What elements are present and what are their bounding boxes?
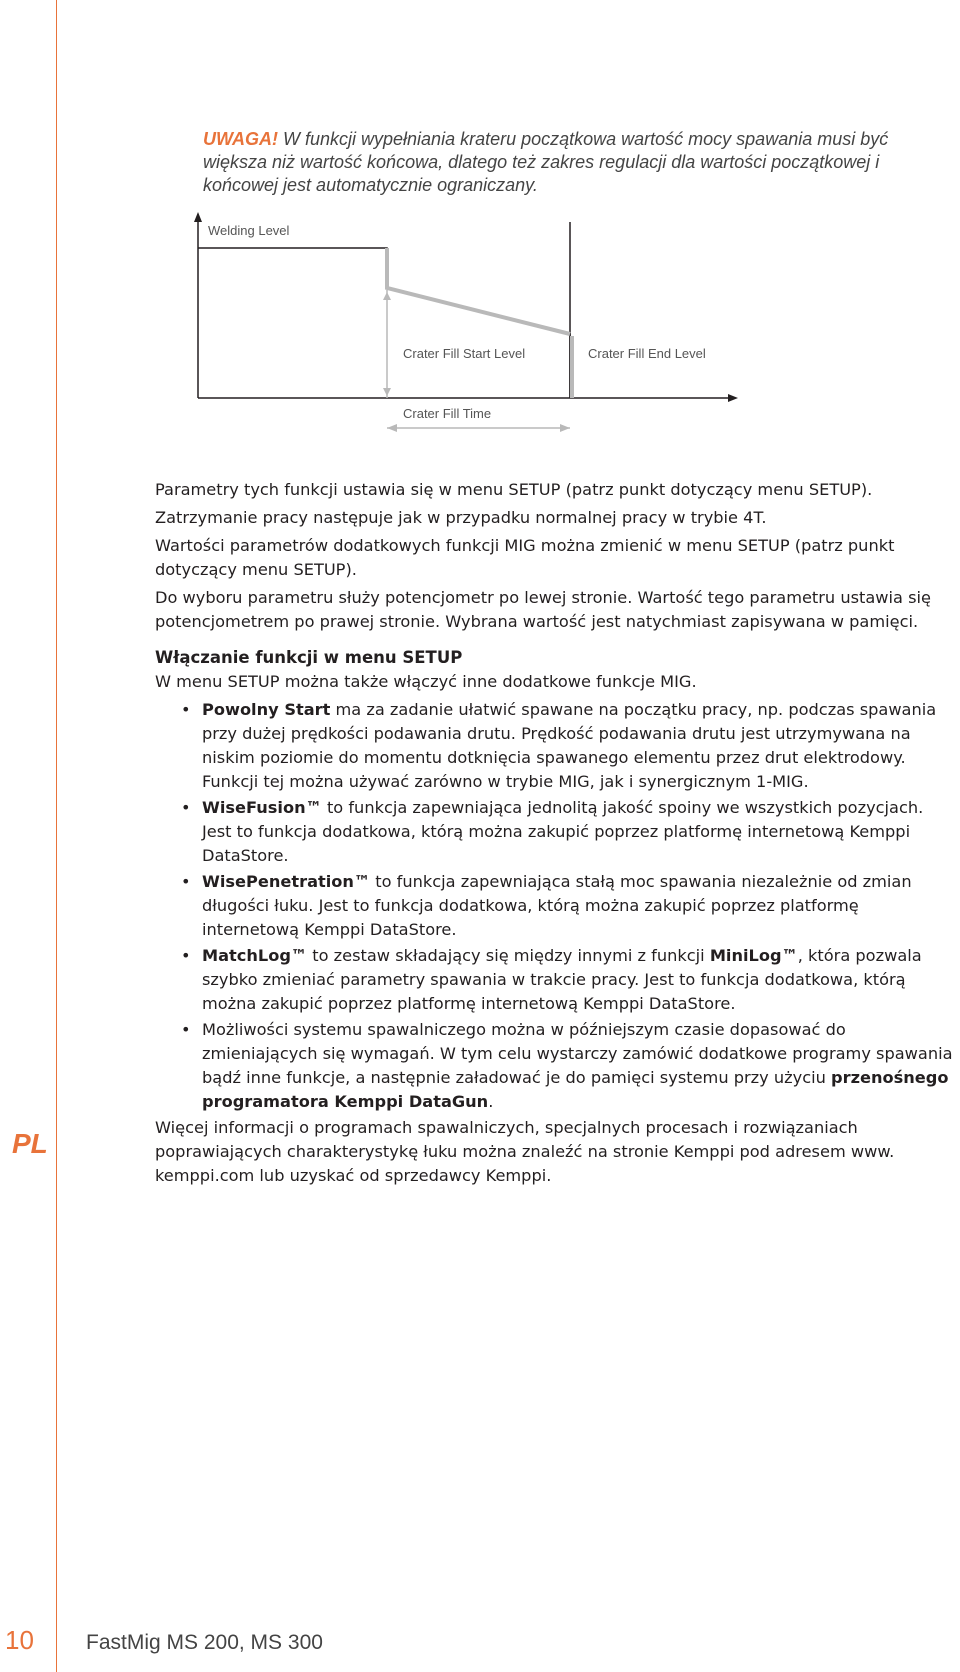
welding-waveform bbox=[198, 248, 570, 398]
language-tag: PL bbox=[12, 1128, 48, 1159]
paragraph-potentiometer: Do wyboru parametru służy potencjometr po lewej stronie. Wartość tego parametru ustawia się potencjometrem po prawej stronie. Wybrana wartość jest natychmiast zapisywana w pamięci. bbox=[155, 588, 931, 631]
warning-note bbox=[203, 128, 903, 197]
section-intro: W menu SETUP można także włączyć inne dodatkowe funkcje MIG. bbox=[155, 672, 697, 691]
list-item: • Powolny Start ma za zadanie ułatwić spawane na początku pracy, np. podczas spawania przy dużej prędkości podawania drutu. Prędkość podawania drutu jest utrzymywana na niskim poziomie do momentu dotknięcia spawanego elementu przez drut elektrodowy. Funkcji tej można używać zarówno w trybie MIG, jak i synergicznym 1-MIG. bbox=[155, 698, 955, 794]
feature-name: WisePenetration™ bbox=[202, 872, 371, 891]
list-item: • MatchLog™ to zestaw składający się między innymi z funkcji MiniLog™, która pozwala szybko zmieniać parametry spawania w trakcie pracy. Jest to funkcja dodatkowa, którą można zakupić poprzez platformę internetową Kemppi DataStore. bbox=[155, 944, 955, 1016]
fill-time-arrow-right bbox=[560, 424, 570, 432]
crater-fill-start-label: Crater Fill Start Level bbox=[403, 346, 526, 361]
section-heading: Włączanie funkcji w menu SETUP bbox=[155, 648, 463, 667]
list-item: • WiseFusion™ to funkcja zapewniająca jednolitą jakość spoiny we wszystkich pozycjach. Jest to funkcja dodatkowa, którą można zakupić poprzez platformę internetową Kemppi DataStore. bbox=[155, 796, 955, 868]
product-name: przenośnego programatora Kemppi DataGun bbox=[202, 1068, 949, 1111]
welding-level-label: Welding Level bbox=[208, 223, 290, 238]
crater-fill-end-label: Crater Fill End Level bbox=[588, 346, 706, 361]
paragraph-setup: Parametry tych funkcji ustawia się w menu SETUP (patrz punkt dotyczący menu SETUP). bbox=[155, 480, 873, 499]
closing-paragraph: Więcej informacji o programach spawalniczych, specjalnych procesach i rozwiązaniach poprawiających charakterystykę łuku można znaleźć na stronie Kemppi pod adresem www. kemppi.com lub uzyskać od sprzedawcy Kemppi. bbox=[155, 1118, 895, 1185]
paragraph-stop: Zatrzymanie pracy następuje jak w przypadku normalnej pracy w trybie 4T. bbox=[155, 508, 767, 527]
body-text bbox=[155, 478, 955, 1192]
list-item: • Możliwości systemu spawalniczego można w późniejszym czasie dopasować do zmieniających się wymagań. W tym celu wystarczy zamówić dodatkowe programy spawania bądź inne funkcje, a następnie załadować je do pamięci systemu przy użyciu przenośnego programatora Kemppi DataGun. bbox=[155, 1018, 955, 1114]
page-number: 10 bbox=[5, 1625, 34, 1655]
list-item: • WisePenetration™ to funkcja zapewniająca stałą moc spawania niezależnie od zmian długości łuku. Jest to funkcja dodatkowa, którą można zakupić poprzez platformę internetową Kemppi DataStore. bbox=[155, 870, 955, 942]
start-level-arrow-up bbox=[383, 292, 391, 300]
crater-fill-time-label: Crater Fill Time bbox=[403, 406, 492, 421]
crater-fill-slope bbox=[387, 248, 570, 334]
feature-list bbox=[155, 698, 955, 1114]
fill-time-arrow-left bbox=[387, 424, 397, 432]
warning-text: W funkcji wypełniania krateru początkowa wartość mocy spawania musi być większa niż wartość końcowa, dlatego też zakres regulacji dla wartości początkowej i końcowej jest automatycznie ograniczany. bbox=[203, 129, 889, 195]
paragraph-values: Wartości parametrów dodatkowych funkcji MIG można zmienić w menu SETUP (patrz punkt dotyczący menu SETUP). bbox=[155, 536, 895, 579]
y-axis-arrow bbox=[194, 212, 202, 222]
feature-name: WiseFusion™ bbox=[202, 798, 322, 817]
warning-prefix: UWAGA! bbox=[203, 129, 278, 149]
feature-name: MatchLog™ bbox=[202, 946, 308, 965]
start-level-arrow-down bbox=[383, 388, 391, 396]
crater-fill-diagram bbox=[190, 212, 790, 462]
feature-name: MiniLog™ bbox=[709, 946, 798, 965]
margin-rule bbox=[56, 0, 57, 1672]
x-axis-arrow bbox=[728, 394, 738, 402]
footer-title: FastMig MS 200, MS 300 bbox=[86, 1631, 323, 1654]
feature-name: Powolny Start bbox=[202, 700, 331, 719]
